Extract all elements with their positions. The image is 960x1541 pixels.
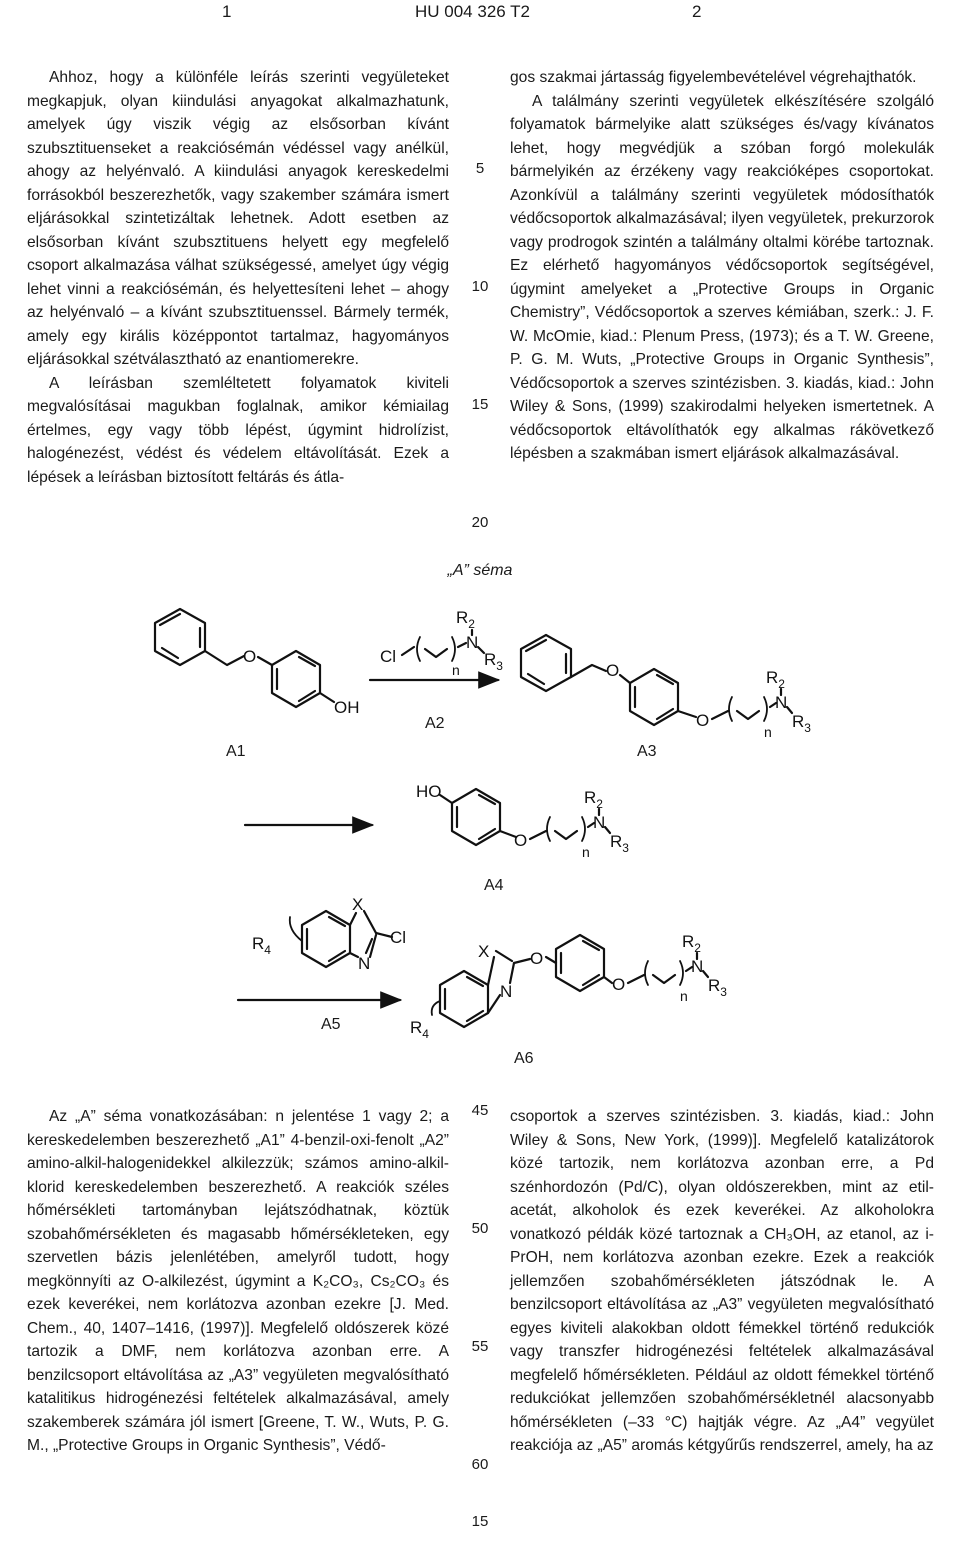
scheme-title: „A” séma <box>447 562 513 579</box>
a4-nitrogen: N <box>593 813 606 832</box>
a4-paren-left <box>547 817 550 841</box>
compound-label-a2: A2 <box>425 715 445 732</box>
line-number: 45 <box>471 1102 489 1119</box>
header-document-id: HU 004 326 T2 <box>415 2 530 21</box>
a2-chlorine: Cl <box>380 647 397 666</box>
a6-paren-right <box>680 961 683 985</box>
a3-nitrogen: N <box>775 693 788 712</box>
a5-chlorine: Cl <box>390 928 407 947</box>
line-number: 60 <box>471 1456 489 1473</box>
a1-benzyl-ch2 <box>205 651 244 665</box>
line-number: 15 <box>471 396 489 413</box>
compound-label-a4: A4 <box>484 877 504 894</box>
line-number: 50 <box>471 1220 489 1237</box>
reaction-scheme <box>0 585 960 1085</box>
a5-nitrogen: N <box>358 954 371 973</box>
a2-paren-right <box>452 637 455 661</box>
paragraph: gos szakmai jártasság figyelembevételével végrehajthatók. <box>510 69 917 86</box>
a3-phenylene-ring <box>630 669 678 725</box>
a4-hydroxyl: HO <box>416 782 442 801</box>
a6-r2: $R_2$ <box>682 932 701 955</box>
compound-label-a6: A6 <box>514 1050 534 1067</box>
a1-oxygen: O <box>243 647 257 666</box>
a2-nitrogen: N <box>466 633 479 652</box>
compound-label-a3: A3 <box>637 743 657 760</box>
a2-r3: $R_3$ <box>484 650 503 673</box>
a6-benzo-ring <box>440 971 488 1027</box>
a6-nitrogen: N <box>500 982 513 1001</box>
header-right-page-number: 2 <box>692 2 702 21</box>
paragraph: A leírásban szemléltetett folyamatok kiviteli megvalósításai magukban foglalnak, amikor kémiailag értelmes, egy vagy több lépést, úgymint hidrolízist, halogénezést, védést és védelem eltávolítását. Ezek a lépések a leírásban biztosított feltárás és átla- <box>27 374 449 486</box>
upper-left-column <box>27 66 449 489</box>
a4-phenylene-ring <box>452 789 500 845</box>
paragraph: csoportok a szerves szintézisben. 3. kiadás, kiad.: John Wiley & Sons, New York, (1999)]. Megfelelő katalizátorok közé tartozik, nem korlátozva azonban erre, a Pd szénhordozón (Pd/C), olyan oldószerekben, mint az etil-acetát, alkoholok és ezek keverékei. Az alkoholokra vonatkozó példák közé tartoznak a CH₃OH, az etanol, az i-PrOH, nem korlátozva azonban ezekre. Ezek a reakciók jellemzően szobahőmérsékleten játszódnak le. A benzilcsoport eltávolítása az „A3” vegyületen megvalósítható egyes kiviteli alakokban oldott fémekkel történő redukciók vagy transzfer hidrogénezési feltételek alkalmazásával megfelelő hőmérsékleten. Például az oldott fémekkel történő redukciókat jellemzően szobahőmérsékletnél alacsonyabb hőmérsékleten (–33 °C) hajtják végre. Az „A4” vegyület reakciója az „A5” aromás kétgyűrűs rendszerrel, amely, ha az <box>510 1108 934 1454</box>
a3-r3: $R_3$ <box>792 712 811 735</box>
line-number: 20 <box>471 514 489 531</box>
line-number: 10 <box>471 278 489 295</box>
a6-ether-oxygen-2: O <box>612 975 626 994</box>
a6-r3: $R_3$ <box>708 976 727 999</box>
a2-paren-left <box>417 637 420 661</box>
upper-right-column <box>510 66 934 466</box>
a4-r2: $R_2$ <box>584 788 603 811</box>
a1-hydroxyl: OH <box>334 698 360 717</box>
a6-x-atom: X <box>478 942 490 961</box>
a4-paren-right <box>582 817 585 841</box>
a3-n-subscript: n <box>764 724 772 740</box>
a6-paren-left <box>645 961 648 985</box>
a6-ether-oxygen-1: O <box>530 949 544 968</box>
a6-r4-bond <box>432 1001 440 1015</box>
paragraph: Az „A” séma vonatkozásában: n jelentése 1 vagy 2; a kereskedelemben beszerezhető „A1” 4-benzil-oxi-fenolt „A2” amino-alkil-halogenidekkel alkilezzük; számos amino-alkil-klorid kereskedelemben beszerezhető. A reakciók széles hőmérsékleti tartományban lejátszódhatnak, köztük szobahőmérsékleten és magasabb hőmérsékleteken, egy szervetlen bázis jelenlétében, amelyről tudott, hogy megkönnyíti az O-alkilezést, úgymint a K₂CO₃, Cs₂CO₃ és ezek keverékei, nem korlátozva azonban ezekre [J. Med. Chem., 40, 1407–1416, (1997)]. Megfelelő oldószerek közé tartozik a DMF, nem korlátozva azonban erre. A benzilcsoport eltávolítása az „A3” vegyületen megvalósítható katalitikus hidrogénezési feltételek alkalmazásával, amely szakemberek számára jól ismert [Greene, T. W., Wuts, P. G. M., „Protective Groups in Organic Synthesis”, Védő- <box>27 1108 449 1454</box>
lower-left-column <box>27 1105 449 1458</box>
a5-x-atom: X <box>352 895 364 914</box>
a2-r2: $R_2$ <box>456 608 475 631</box>
a3-paren-left <box>729 697 732 721</box>
paragraph: Ahhoz, hogy a különféle leírás szerinti vegyületeket megkapjuk, olyan kiindulási anyagokat alkalmazhatunk, amelyek úgy viszik végig az elsősorban kívánt szubsztituenseket a reakciósémán védéssel vagy anélkül, ahogy az helyénvaló. A kiindulási anyagok kereskedelmi forrásokból beszerezhetők, vagy szakember számára ismert eljárásokkal szintetizáltak lehetnek. Adott esetben az elsősorban kívánt szubsztituens helyett egy megfelelő csoport alkalmazása válhat szükségessé, amelyet úgy végig lehet vinni a reakciósémán, és helyettesíteni lehet – ahogy az helyénvaló – a kívánt szubsztituenssel. Bármely termék, amely egy királis középpontot tartalmaz, hagyományos eljárásokkal szétválasztható az enantiomerekre. <box>27 69 449 368</box>
a3-benzyl-ring <box>521 635 571 691</box>
a4-ether-oxygen: O <box>514 831 528 850</box>
a5-r4: $R_4$ <box>252 934 271 957</box>
a5-azole-ring <box>350 913 356 925</box>
a2-n-subscript: n <box>452 662 460 678</box>
lower-right-column <box>510 1105 934 1458</box>
a4-r3: $R_3$ <box>610 832 629 855</box>
a3-benzyl-oxygen: O <box>606 661 620 680</box>
a3-ether-oxygen: O <box>696 711 710 730</box>
a3-r2: $R_2$ <box>766 668 785 691</box>
a6-r4: $R_4$ <box>410 1018 429 1041</box>
a5-r4-bond <box>290 917 302 941</box>
a4-n-subscript: n <box>582 844 590 860</box>
footer-page-number: 15 <box>471 1513 489 1530</box>
a6-phenylene-ring <box>556 935 604 991</box>
compound-label-a5: A5 <box>321 1016 341 1033</box>
a6-n-subscript: n <box>680 988 688 1004</box>
paragraph: A találmány szerinti vegyületek elkészítésére szolgáló folyamatok bármelyike alatt szükséges és/vagy kívánatos lehet, hogy megvédjük a szóban forgó molekulák bármelyikén az érzékeny vagy reakcióképes csoportokat. Azonkívül a találmány szerinti vegyületek módosíthatók védőcsoportok alkalmazásával; ilyen vegyületek, prekurzorok vagy prodrogok szintén a találmány oltalmi körébe tartoznak. Ez elérhető hagyományos védőcsoportok segítségével, úgymint amelyeket a „Protective Groups in Organic Chemistry”, Védőcsoportok a szerves kémiában, szerk.: J. F. W. McOmie, kiad.: Plenum Press, (1973); és a T. W. Greene, P. G. M. Wuts, „Protective Groups in Organic Synthesis”, Védőcsoportok a szerves szintézisben. 3. kiadás, kiad.: John Wiley & Sons, (1999) szakirodalmi helyeken ismertetnek. A védőcsoportok eltávolíthatók egy alkalmas rákövetkező lépésben a szakmában ismert eljárások alkalmazásával. <box>510 92 934 462</box>
line-number: 5 <box>475 160 485 177</box>
line-number: 55 <box>471 1338 489 1355</box>
a1-phenol-ring <box>272 651 320 707</box>
a5-benzo-ring <box>302 911 350 967</box>
a6-nitrogen-amine: N <box>691 957 704 976</box>
compound-label-a1: A1 <box>226 743 246 760</box>
a3-paren-right <box>764 697 767 721</box>
a1-benzyl-ring <box>155 609 205 665</box>
header-left-page-number: 1 <box>222 2 232 21</box>
